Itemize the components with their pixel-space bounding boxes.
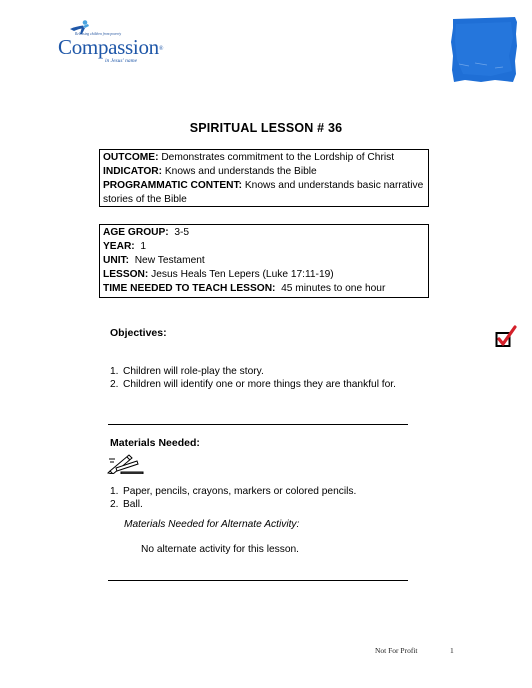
pencils-icon (107, 451, 144, 474)
objectives-heading: Objectives: (110, 327, 167, 339)
list-item: 1. Children will role-play the story. (110, 366, 264, 377)
footer-text: Not For Profit (375, 646, 418, 655)
age-group-line: AGE GROUP: 3-5 (103, 227, 190, 238)
year-line: YEAR: 1 (103, 241, 147, 252)
lesson-info-box (99, 224, 429, 298)
programmatic-line: PROGRAMMATIC CONTENT: Knows and understands basic narrative stories of the Bible (103, 180, 424, 205)
materials-list (110, 485, 440, 511)
indicator-line: INDICATOR: Knows and understands the Bible (103, 166, 317, 177)
unit-line: UNIT: New Testament (103, 255, 205, 266)
logo-tagline: Releasing children from poverty (75, 32, 122, 36)
alternate-activity-text: No alternate activity for this lesson. (141, 544, 299, 555)
page-title: SPIRITUAL LESSON # 36 (189, 121, 343, 135)
divider (108, 424, 408, 425)
divider (108, 580, 408, 581)
materials-heading: Materials Needed: (110, 437, 200, 449)
outcome-line: OUTCOME: Demonstrates commitment to the Lordship of Christ (103, 152, 395, 163)
checkmark-icon (495, 325, 517, 349)
lesson-line: LESSON: Jesus Heals Ten Lepers (Luke 17:11-19) (103, 269, 334, 280)
outcome-box (99, 149, 429, 207)
list-item: 2. Children will identify one or more things they are thankful for. (110, 379, 396, 390)
list-item: 2. Ball. (110, 499, 143, 510)
alternate-activity-heading: Materials Needed for Alternate Activity: (124, 519, 300, 530)
logo-wordmark: Compassion® (58, 35, 164, 59)
time-line: TIME NEEDED TO TEACH LESSON: 45 minutes to one hour (103, 283, 386, 294)
blue-stamp-icon (451, 16, 518, 83)
logo-subline: in Jesus' name (105, 58, 138, 64)
compassion-logo (54, 20, 174, 70)
list-item: 1. Paper, pencils, crayons, markers or colored pencils. (110, 486, 357, 497)
objectives-list (110, 365, 440, 391)
page-number: 1 (450, 646, 454, 655)
